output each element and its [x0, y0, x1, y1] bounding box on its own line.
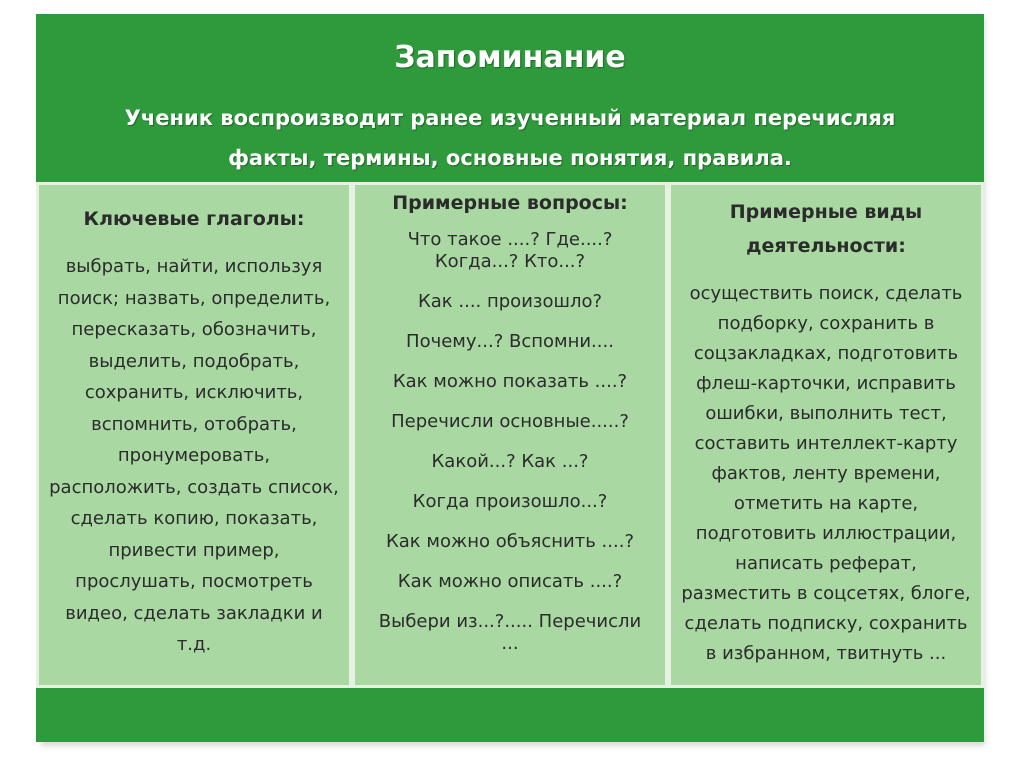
question-item: Как .... произошло?	[417, 291, 603, 312]
question-item: Как можно объяснить ....?	[386, 531, 634, 552]
question-item: Какой...? Как ...?	[431, 451, 589, 472]
column-key-verbs	[36, 182, 352, 688]
slide-header	[36, 14, 984, 181]
question-item: Как можно описать ....?	[397, 571, 623, 592]
column-heading: Примерные виды деятельности:	[729, 201, 923, 257]
column-heading: Ключевые глаголы:	[83, 208, 305, 230]
slide	[36, 14, 984, 742]
question-item: Что такое ....? Где....? Когда...? Кто...?	[407, 229, 613, 272]
question-item: Выбери из...?..... Перечисли ...	[378, 611, 642, 654]
slide-subtitle: Ученик воспроизводит ранее изученный материал перечисляя факты, термины, основные понятия, правила.	[124, 106, 896, 170]
column-sample-activities	[668, 182, 984, 688]
question-item: Когда произошло...?	[412, 491, 608, 512]
column-text: осуществить поиск, сделать подборку, сохранить в соцзакладках, подготовить флеш-карточки, исправить ошибки, выполнить тест, составить интеллект-карту фактов, ленту времени, отметить на карте, подготовить иллюстрации, написать реферат, разместить в соцсетях, блоге, сделать подписку, сохранить в избранном, твитнуть ...	[681, 283, 971, 664]
column-text: выбрать, найти, используя поиск; назвать, определить, пересказать, обозначить, выделить, подобрать, сохранить, исключить, вспомнить, отобрать, пронумеровать, расположить, создать список, сделать копию, показать, привести пример, прослушать, посмотреть видео, сделать закладки и т.д.	[49, 256, 339, 655]
column-heading: Примерные вопросы:	[392, 192, 628, 214]
question-list	[355, 229, 665, 655]
question-item: Как можно показать ....?	[392, 371, 628, 392]
question-item: Перечисли основные.....?	[391, 411, 629, 432]
question-item: Почему...? Вспомни....	[406, 331, 614, 352]
slide-title: Запоминание	[394, 40, 626, 75]
column-sample-questions	[352, 182, 668, 688]
